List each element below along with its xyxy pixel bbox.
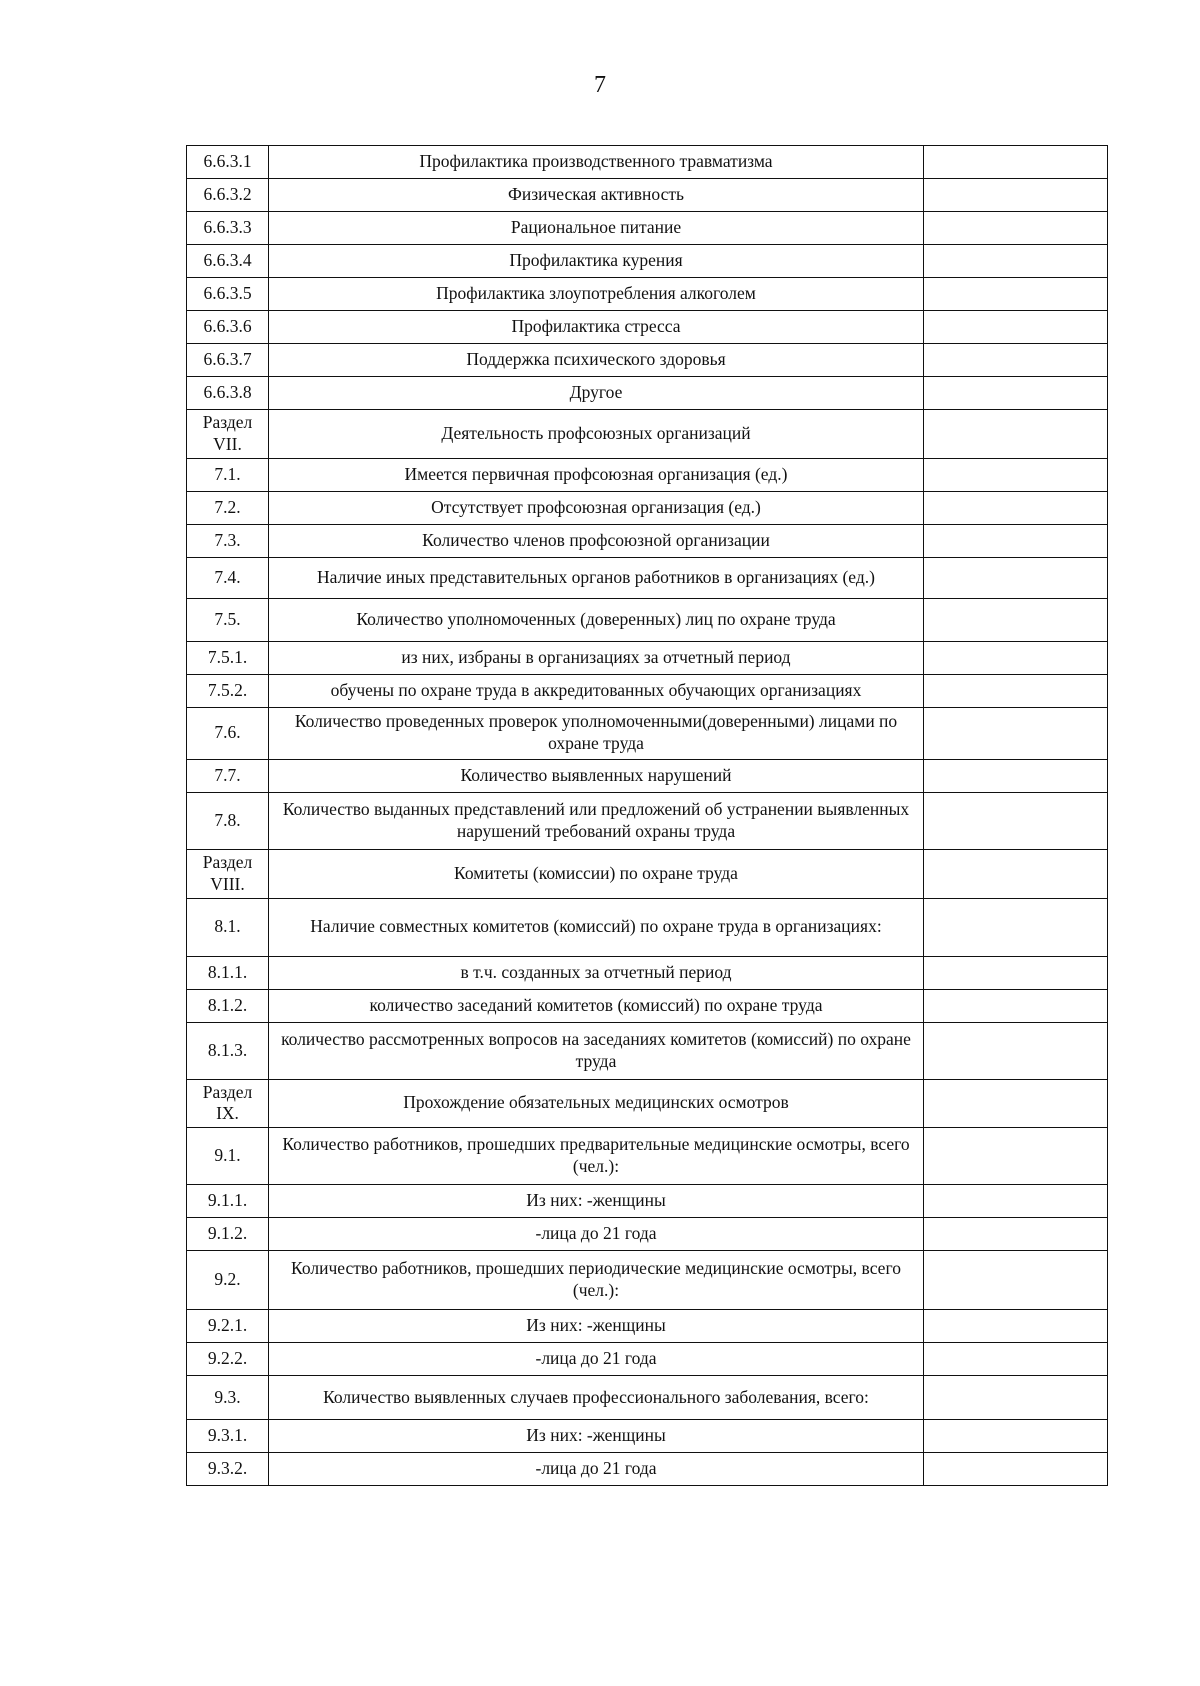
row-code-cell: 9.2. bbox=[187, 1251, 269, 1310]
row-value-cell bbox=[924, 1185, 1108, 1218]
row-code-cell: 6.6.3.6 bbox=[187, 311, 269, 344]
row-value-cell bbox=[924, 792, 1108, 849]
row-code-cell: 9.2.1. bbox=[187, 1310, 269, 1343]
table-row bbox=[187, 989, 1108, 1022]
table-row bbox=[187, 1310, 1108, 1343]
table-row bbox=[187, 1128, 1108, 1185]
row-description-cell: Прохождение обязательных медицинских осмотров bbox=[269, 1079, 924, 1128]
row-code-cell: 7.3. bbox=[187, 524, 269, 557]
row-description-cell: в т.ч. созданных за отчетный период bbox=[269, 956, 924, 989]
row-code-cell: Раздел VIII. bbox=[187, 849, 269, 898]
row-value-cell bbox=[924, 641, 1108, 674]
row-code-cell: Раздел VII. bbox=[187, 410, 269, 459]
row-description-cell: Количество выданных представлений или предложений об устранении выявленных нарушений требований охраны труда bbox=[269, 792, 924, 849]
row-description-cell: обучены по охране труда в аккредитованных обучающих организациях bbox=[269, 674, 924, 707]
table-row bbox=[187, 458, 1108, 491]
row-description-cell: Физическая активность bbox=[269, 179, 924, 212]
table-row bbox=[187, 1453, 1108, 1486]
row-code-cell: 8.1.1. bbox=[187, 956, 269, 989]
row-value-cell bbox=[924, 491, 1108, 524]
row-description-cell: Деятельность профсоюзных организаций bbox=[269, 410, 924, 459]
row-code-cell: 7.2. bbox=[187, 491, 269, 524]
table-row bbox=[187, 1079, 1108, 1128]
row-value-cell bbox=[924, 344, 1108, 377]
table-row bbox=[187, 278, 1108, 311]
row-description-cell: Имеется первичная профсоюзная организация (ед.) bbox=[269, 458, 924, 491]
row-description-cell: Количество проведенных проверок уполномоченными(доверенными) лицами по охране труда bbox=[269, 707, 924, 759]
table-row bbox=[187, 311, 1108, 344]
row-description-cell: Количество работников, прошедших периодические медицинские осмотры, всего (чел.): bbox=[269, 1251, 924, 1310]
row-value-cell bbox=[924, 1128, 1108, 1185]
row-description-cell: Профилактика курения bbox=[269, 245, 924, 278]
row-value-cell bbox=[924, 311, 1108, 344]
table-row bbox=[187, 524, 1108, 557]
row-description-cell: Профилактика злоупотребления алкоголем bbox=[269, 278, 924, 311]
row-value-cell bbox=[924, 674, 1108, 707]
row-value-cell bbox=[924, 179, 1108, 212]
row-value-cell bbox=[924, 1022, 1108, 1079]
row-code-cell: 7.1. bbox=[187, 458, 269, 491]
row-value-cell bbox=[924, 410, 1108, 459]
row-description-cell: Рациональное питание bbox=[269, 212, 924, 245]
row-code-cell: 9.1.2. bbox=[187, 1218, 269, 1251]
table-row bbox=[187, 759, 1108, 792]
row-description-cell: Количество работников, прошедших предварительные медицинские осмотры, всего (чел.): bbox=[269, 1128, 924, 1185]
table-row bbox=[187, 377, 1108, 410]
row-code-cell: 9.3.2. bbox=[187, 1453, 269, 1486]
row-description-cell: Профилактика стресса bbox=[269, 311, 924, 344]
row-value-cell bbox=[924, 849, 1108, 898]
row-value-cell bbox=[924, 245, 1108, 278]
table-row bbox=[187, 1185, 1108, 1218]
row-description-cell: Профилактика производственного травматизма bbox=[269, 146, 924, 179]
row-value-cell bbox=[924, 989, 1108, 1022]
table-row bbox=[187, 1022, 1108, 1079]
row-code-cell: 8.1.2. bbox=[187, 989, 269, 1022]
row-code-cell: 6.6.3.7 bbox=[187, 344, 269, 377]
row-description-cell: Из них: -женщины bbox=[269, 1185, 924, 1218]
row-description-cell: Количество выявленных нарушений bbox=[269, 759, 924, 792]
row-code-cell: 9.2.2. bbox=[187, 1343, 269, 1376]
table-row bbox=[187, 491, 1108, 524]
row-description-cell: Количество членов профсоюзной организации bbox=[269, 524, 924, 557]
table-row bbox=[187, 707, 1108, 759]
row-description-cell: Наличие иных представительных органов работников в организациях (ед.) bbox=[269, 557, 924, 598]
table-row bbox=[187, 674, 1108, 707]
row-description-cell: количество заседаний комитетов (комиссий) по охране труда bbox=[269, 989, 924, 1022]
row-description-cell: Количество выявленных случаев профессионального заболевания, всего: bbox=[269, 1376, 924, 1420]
row-description-cell: Комитеты (комиссии) по охране труда bbox=[269, 849, 924, 898]
row-value-cell bbox=[924, 1251, 1108, 1310]
row-code-cell: 7.5.1. bbox=[187, 641, 269, 674]
row-code-cell: 6.6.3.1 bbox=[187, 146, 269, 179]
row-code-cell: 8.1.3. bbox=[187, 1022, 269, 1079]
row-code-cell: 7.5. bbox=[187, 598, 269, 641]
row-value-cell bbox=[924, 458, 1108, 491]
row-value-cell bbox=[924, 1376, 1108, 1420]
row-value-cell bbox=[924, 1079, 1108, 1128]
row-code-cell: 7.5.2. bbox=[187, 674, 269, 707]
row-value-cell bbox=[924, 759, 1108, 792]
row-value-cell bbox=[924, 557, 1108, 598]
table-row bbox=[187, 146, 1108, 179]
row-code-cell: 9.1. bbox=[187, 1128, 269, 1185]
row-code-cell: 6.6.3.3 bbox=[187, 212, 269, 245]
row-value-cell bbox=[924, 146, 1108, 179]
row-value-cell bbox=[924, 1310, 1108, 1343]
table-row bbox=[187, 245, 1108, 278]
report-table bbox=[186, 145, 1108, 1486]
row-code-cell: 6.6.3.2 bbox=[187, 179, 269, 212]
row-code-cell: 9.1.1. bbox=[187, 1185, 269, 1218]
row-description-cell: количество рассмотренных вопросов на заседаниях комитетов (комиссий) по охране труда bbox=[269, 1022, 924, 1079]
row-code-cell: 7.7. bbox=[187, 759, 269, 792]
row-code-cell: 6.6.3.4 bbox=[187, 245, 269, 278]
row-code-cell: Раздел IX. bbox=[187, 1079, 269, 1128]
row-code-cell: 7.6. bbox=[187, 707, 269, 759]
row-code-cell: 9.3. bbox=[187, 1376, 269, 1420]
row-description-cell: -лица до 21 года bbox=[269, 1453, 924, 1486]
row-description-cell: Наличие совместных комитетов (комиссий) по охране труда в организациях: bbox=[269, 898, 924, 956]
row-code-cell: 7.4. bbox=[187, 557, 269, 598]
row-code-cell: 7.8. bbox=[187, 792, 269, 849]
row-value-cell bbox=[924, 1453, 1108, 1486]
report-table-body bbox=[187, 146, 1108, 1486]
row-description-cell: Из них: -женщины bbox=[269, 1420, 924, 1453]
row-value-cell bbox=[924, 278, 1108, 311]
row-value-cell bbox=[924, 212, 1108, 245]
row-description-cell: Количество уполномоченных (доверенных) лиц по охране труда bbox=[269, 598, 924, 641]
table-row bbox=[187, 344, 1108, 377]
row-description-cell: -лица до 21 года bbox=[269, 1218, 924, 1251]
row-description-cell: Отсутствует профсоюзная организация (ед.) bbox=[269, 491, 924, 524]
table-row bbox=[187, 898, 1108, 956]
row-value-cell bbox=[924, 1420, 1108, 1453]
table-row bbox=[187, 410, 1108, 459]
row-value-cell bbox=[924, 898, 1108, 956]
row-code-cell: 6.6.3.8 bbox=[187, 377, 269, 410]
table-row bbox=[187, 598, 1108, 641]
row-value-cell bbox=[924, 707, 1108, 759]
row-code-cell: 9.3.1. bbox=[187, 1420, 269, 1453]
table-row bbox=[187, 1420, 1108, 1453]
table-row bbox=[187, 956, 1108, 989]
row-value-cell bbox=[924, 524, 1108, 557]
row-description-cell: Поддержка психического здоровья bbox=[269, 344, 924, 377]
row-description-cell: -лица до 21 года bbox=[269, 1343, 924, 1376]
table-row bbox=[187, 212, 1108, 245]
table-row bbox=[187, 849, 1108, 898]
table-row bbox=[187, 641, 1108, 674]
table-row bbox=[187, 1376, 1108, 1420]
row-code-cell: 6.6.3.5 bbox=[187, 278, 269, 311]
table-row bbox=[187, 179, 1108, 212]
row-description-cell: Другое bbox=[269, 377, 924, 410]
page-number: 7 bbox=[594, 72, 606, 98]
row-value-cell bbox=[924, 377, 1108, 410]
row-value-cell bbox=[924, 1218, 1108, 1251]
table-row bbox=[187, 1343, 1108, 1376]
table-row bbox=[187, 557, 1108, 598]
row-code-cell: 8.1. bbox=[187, 898, 269, 956]
table-row bbox=[187, 1218, 1108, 1251]
table-row bbox=[187, 1251, 1108, 1310]
table-row bbox=[187, 792, 1108, 849]
row-value-cell bbox=[924, 598, 1108, 641]
row-value-cell bbox=[924, 956, 1108, 989]
row-description-cell: из них, избраны в организациях за отчетный период bbox=[269, 641, 924, 674]
row-value-cell bbox=[924, 1343, 1108, 1376]
row-description-cell: Из них: -женщины bbox=[269, 1310, 924, 1343]
